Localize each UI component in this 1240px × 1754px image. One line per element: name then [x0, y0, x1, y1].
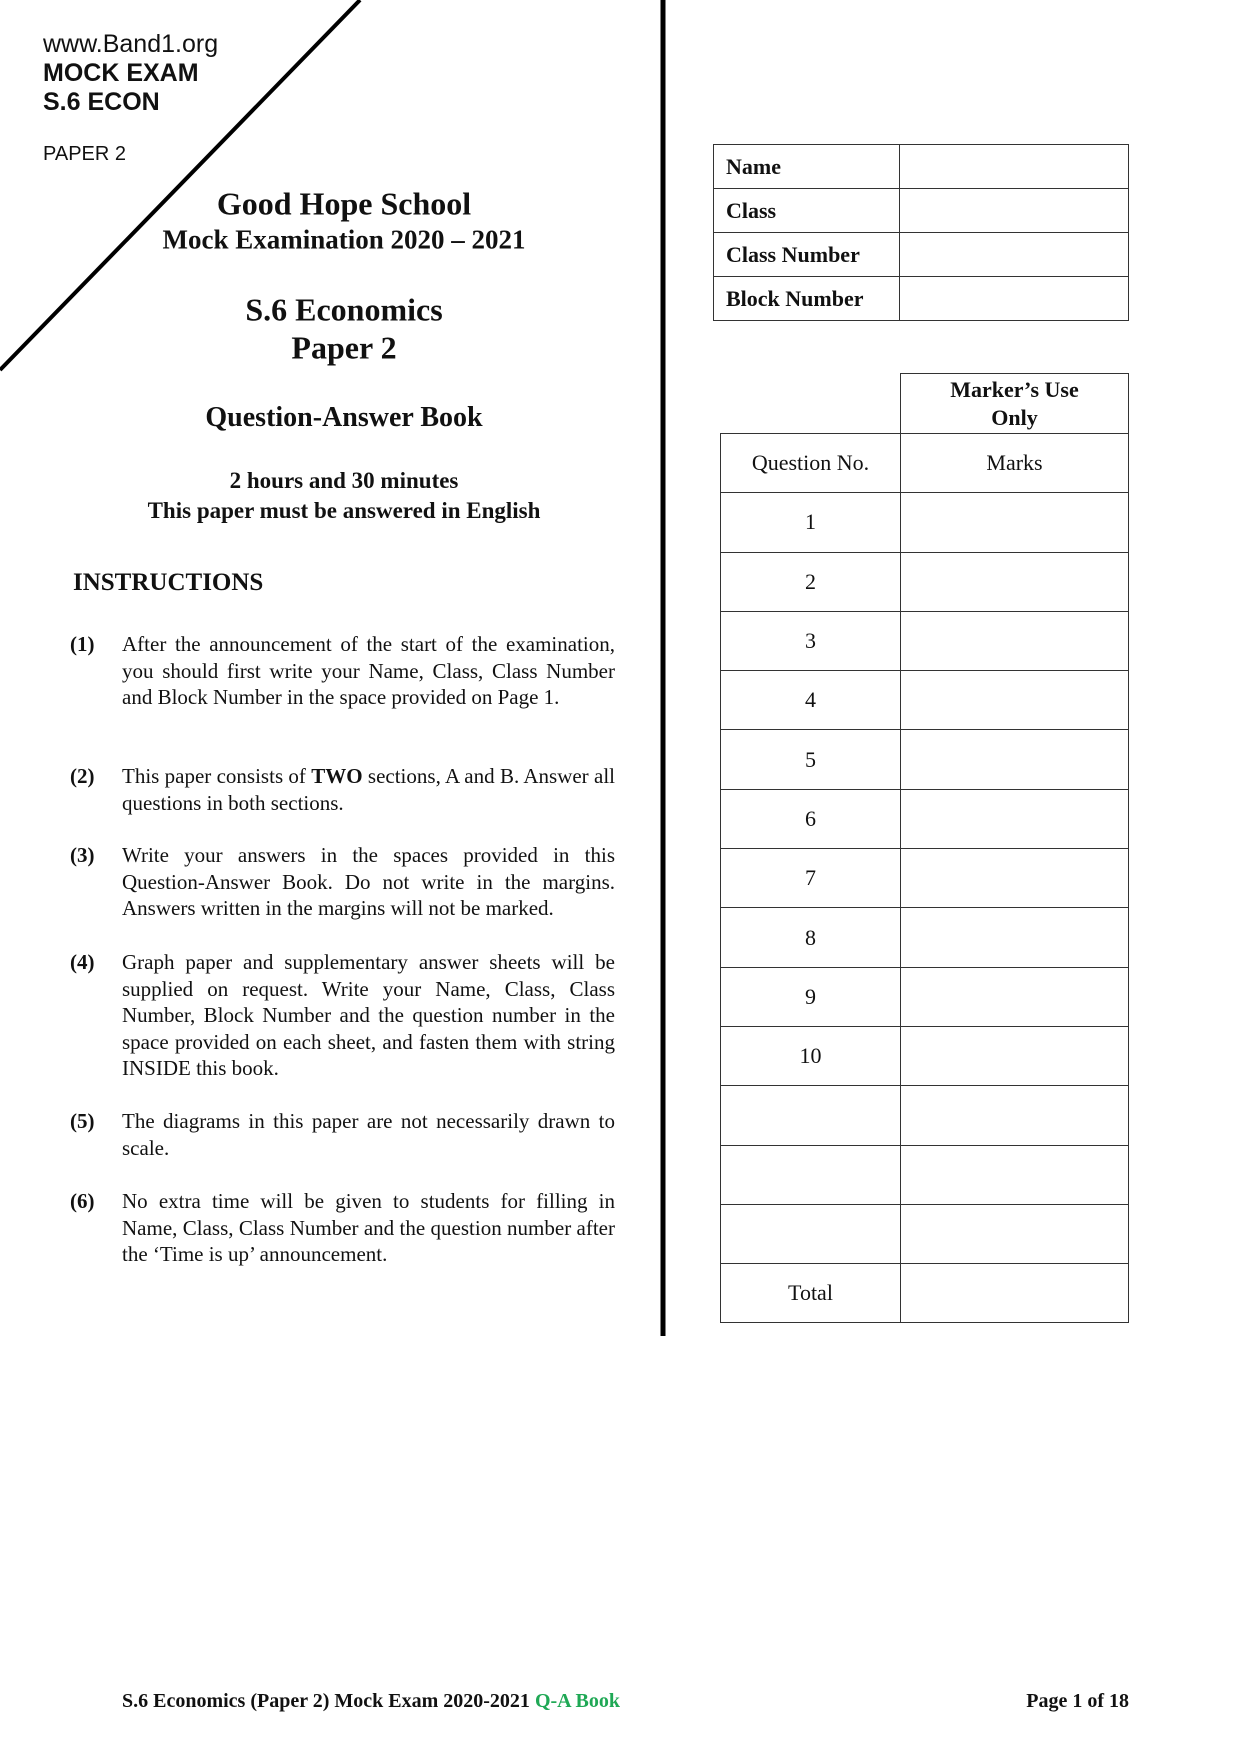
marks-cell[interactable]: [901, 908, 1129, 967]
item-number: (2): [70, 764, 95, 788]
page-number: Page 1 of 18: [1026, 1690, 1129, 1712]
question-number: [721, 1145, 901, 1204]
total-marks-cell[interactable]: [901, 1264, 1129, 1323]
item-text: No extra time will be given to students for filling in Name, Class, Class Number and the question number after the ‘Time is up’ announcement.: [122, 1189, 615, 1266]
subject-title: S.6 Economics: [245, 291, 443, 328]
marks-cell[interactable]: [901, 849, 1129, 908]
instruction-item: [70, 763, 615, 816]
footer-qa-book: Q-A Book: [534, 1690, 620, 1712]
class-field[interactable]: [900, 189, 1129, 233]
question-number: 2: [721, 552, 901, 611]
item-number: (4): [70, 950, 95, 974]
question-number: 8: [721, 908, 901, 967]
marks-cell[interactable]: [901, 1086, 1129, 1145]
marks-cell[interactable]: [901, 1145, 1129, 1204]
name-field[interactable]: [900, 145, 1129, 189]
item-number: (5): [70, 1109, 95, 1133]
subject-label: S.6 ECON: [43, 88, 160, 116]
instruction-item: [70, 631, 615, 711]
question-number: 6: [721, 789, 901, 848]
marks-cell[interactable]: [901, 967, 1129, 1026]
field-label: Class Number: [714, 233, 900, 277]
instruction-item: [70, 949, 615, 1082]
marks-table: [720, 433, 1129, 1323]
marks-cell[interactable]: [901, 671, 1129, 730]
marks-cell[interactable]: [901, 1204, 1129, 1263]
site-url: www.Band1.org: [43, 30, 219, 58]
question-number: [721, 1204, 901, 1263]
field-label: Block Number: [714, 277, 900, 321]
marks-row: [721, 908, 1129, 967]
marks-header: Marks: [901, 434, 1129, 493]
footer-title: S.6 Economics (Paper 2) Mock Exam 2020-2021 Q-A Book: [122, 1690, 620, 1712]
marks-row: [721, 1204, 1129, 1263]
mock-exam-label: MOCK EXAM: [43, 59, 199, 87]
paper-label: PAPER 2: [43, 143, 126, 165]
marks-row: [721, 611, 1129, 670]
item-number: (3): [70, 843, 95, 867]
marks-row: [721, 1086, 1129, 1145]
field-label: Class: [714, 189, 900, 233]
question-number: 10: [721, 1026, 901, 1085]
marks-row: [721, 730, 1129, 789]
instruction-item: [70, 842, 615, 922]
question-number: 9: [721, 967, 901, 1026]
school-name: Good Hope School: [216, 185, 472, 222]
question-no-header: Question No.: [721, 434, 901, 493]
item-text: After the announcement of the start of the examination, you should first write your Name, Class, Class Number and Block Number in the space provided on Page 1.: [122, 632, 615, 709]
marks-row: [721, 1026, 1129, 1085]
question-number: [721, 1086, 901, 1145]
book-title: Question-Answer Book: [205, 402, 483, 433]
marks-cell[interactable]: [901, 730, 1129, 789]
item-text: This paper consists of TWO sections, A and B. Answer all questions in both sections.: [122, 764, 615, 815]
block-number-field[interactable]: [900, 277, 1129, 321]
question-number: 7: [721, 849, 901, 908]
item-number: (6): [70, 1189, 95, 1213]
marker-use-header: Marker’s Use Only: [900, 373, 1129, 434]
exam-name: Mock Examination 2020 – 2021: [162, 224, 526, 255]
total-row: [721, 1264, 1129, 1323]
question-number: 5: [721, 730, 901, 789]
marks-row: [721, 552, 1129, 611]
field-label: Name: [714, 145, 900, 189]
question-number: 1: [721, 493, 901, 552]
class-number-field[interactable]: [900, 233, 1129, 277]
marks-row: [721, 671, 1129, 730]
language-note: This paper must be answered in English: [147, 498, 541, 523]
duration: 2 hours and 30 minutes: [229, 468, 459, 493]
marks-cell[interactable]: [901, 552, 1129, 611]
marks-cell[interactable]: [901, 493, 1129, 552]
question-number: 3: [721, 611, 901, 670]
marks-row: [721, 493, 1129, 552]
marks-row: [721, 789, 1129, 848]
student-info-table: [713, 144, 1129, 321]
marks-cell[interactable]: [901, 789, 1129, 848]
item-text: Write your answers in the spaces provided in this Question-Answer Book. Do not write in the margins. Answers written in the margins will not be marked.: [122, 843, 615, 920]
marks-row: [721, 1145, 1129, 1204]
instructions-heading: INSTRUCTIONS: [73, 569, 264, 596]
instruction-item: [70, 1108, 615, 1161]
item-number: (1): [70, 632, 95, 656]
total-label: Total: [721, 1264, 901, 1323]
paper-title: Paper 2: [291, 329, 397, 366]
question-number: 4: [721, 671, 901, 730]
marks-row: [721, 967, 1129, 1026]
instruction-item: [70, 1188, 615, 1268]
marks-cell[interactable]: [901, 1026, 1129, 1085]
marks-row: [721, 849, 1129, 908]
marks-cell[interactable]: [901, 611, 1129, 670]
item-text: Graph paper and supplementary answer sheets will be supplied on request. Write your Name, Class, Class Number, Block Number and the question number in the space provided on each sheet, and fasten them with string INSIDE this book.: [122, 950, 615, 1080]
item-text: The diagrams in this paper are not necessarily drawn to scale.: [122, 1109, 615, 1160]
